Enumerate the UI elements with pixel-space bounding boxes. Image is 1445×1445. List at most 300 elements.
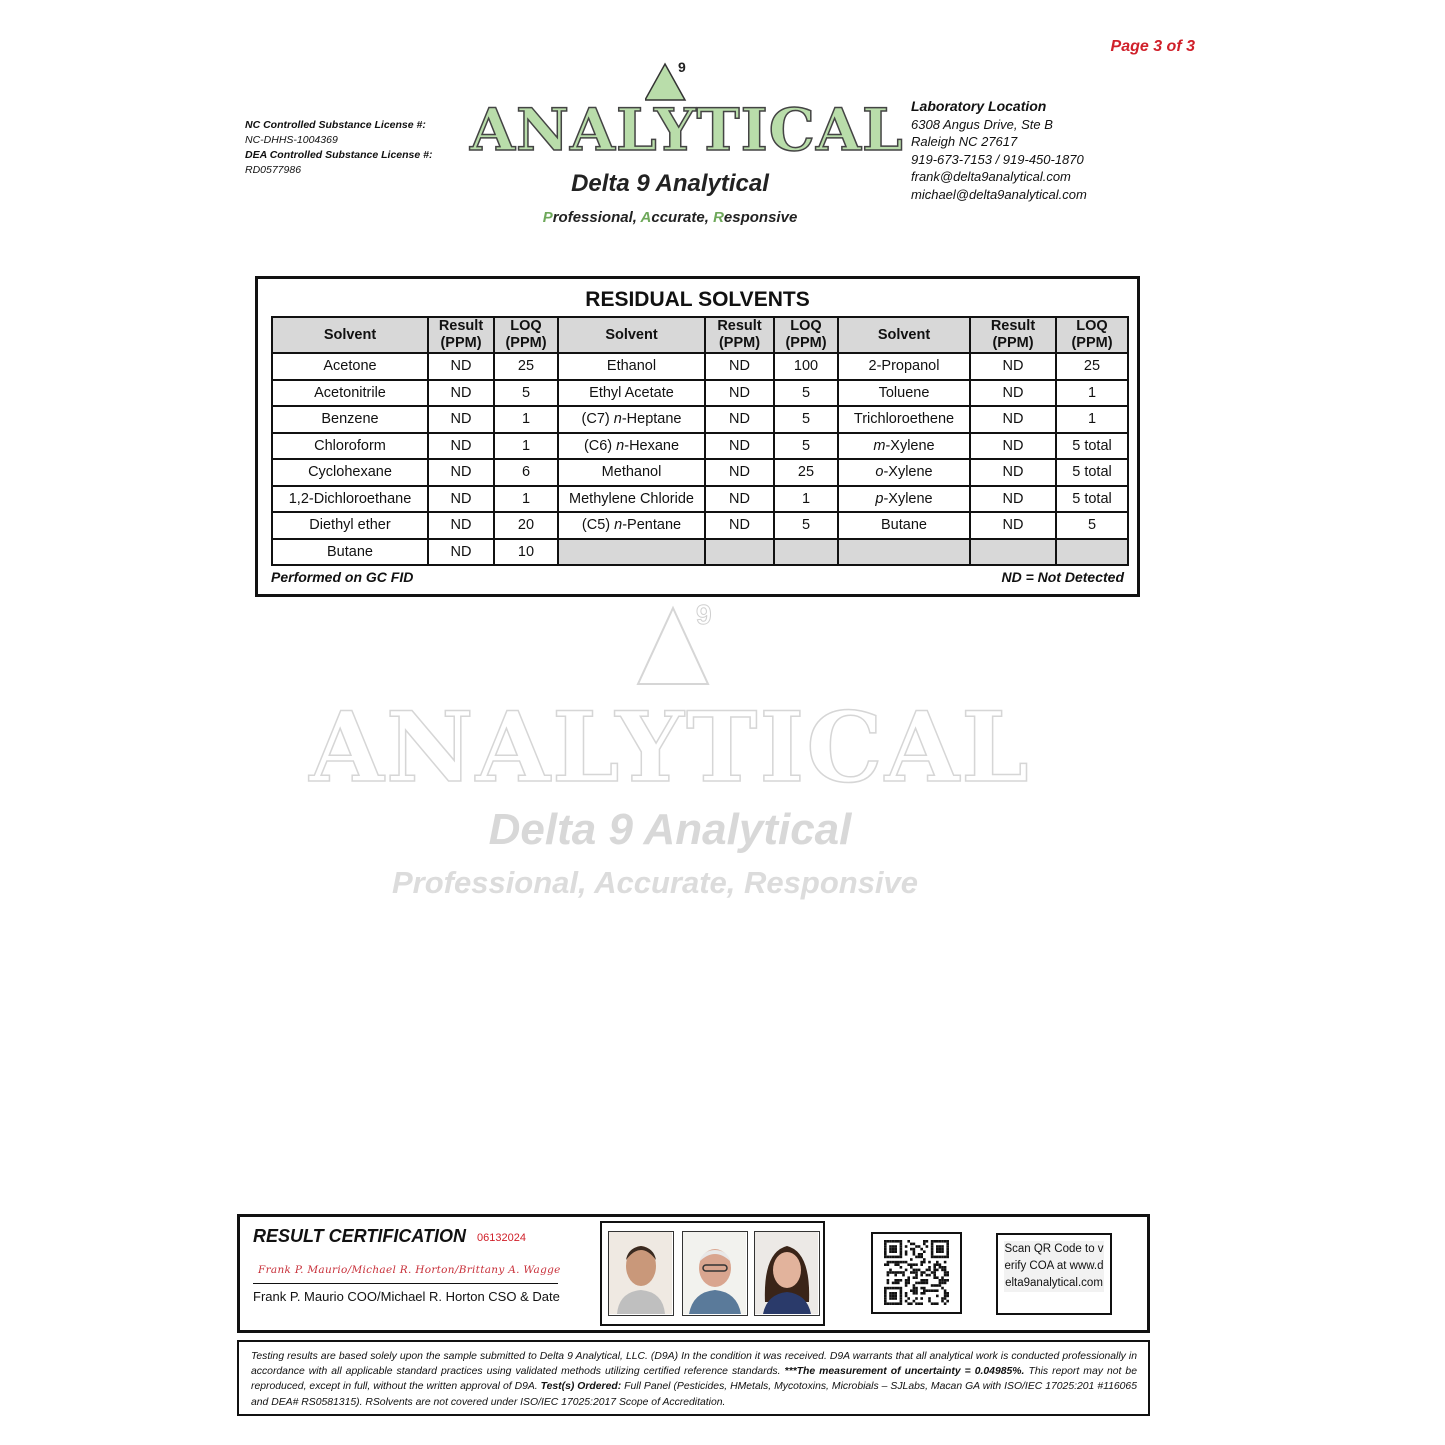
qr-module bbox=[944, 1297, 947, 1300]
qr-module bbox=[941, 1250, 944, 1253]
qr-module bbox=[913, 1289, 916, 1292]
header-loq-unit: (PPM) bbox=[785, 335, 827, 351]
qr-module bbox=[905, 1245, 908, 1248]
qr-module bbox=[936, 1245, 939, 1248]
qr-module bbox=[889, 1292, 892, 1295]
header-solvent: Solvent bbox=[838, 317, 970, 353]
qr-module bbox=[894, 1274, 897, 1277]
qr-module bbox=[944, 1282, 947, 1285]
qr-module bbox=[933, 1274, 936, 1277]
qr-module bbox=[926, 1289, 929, 1292]
qr-module bbox=[900, 1250, 903, 1253]
qr-module bbox=[933, 1271, 936, 1274]
staff-photos bbox=[600, 1221, 825, 1326]
qr-module bbox=[920, 1256, 923, 1259]
result-cell: ND bbox=[428, 353, 494, 380]
watermark-tagline bbox=[350, 865, 960, 901]
qr-module bbox=[946, 1256, 949, 1259]
solvent-name-cell bbox=[838, 433, 970, 460]
signatory-names: Frank P. Maurio COO/Michael R. Horton CSO & Date bbox=[253, 1289, 560, 1304]
qr-module bbox=[939, 1245, 942, 1248]
qr-module bbox=[944, 1240, 947, 1243]
qr-module bbox=[907, 1263, 910, 1266]
qr-module bbox=[946, 1245, 949, 1248]
qr-module bbox=[920, 1302, 923, 1305]
license-info bbox=[245, 118, 432, 178]
header-result-unit: (PPM) bbox=[440, 335, 482, 351]
qr-module bbox=[889, 1302, 892, 1305]
tag-word-3: esponsive bbox=[723, 209, 798, 226]
qr-module bbox=[889, 1297, 892, 1300]
wm-tag-letter-p: P bbox=[391, 865, 413, 900]
qr-module bbox=[884, 1240, 887, 1243]
table-row bbox=[272, 486, 1128, 513]
qr-module bbox=[894, 1245, 897, 1248]
qr-module bbox=[920, 1263, 923, 1266]
qr-module bbox=[933, 1263, 936, 1266]
solvent-name-cell bbox=[558, 406, 705, 433]
qr-module bbox=[933, 1284, 936, 1287]
qr-module bbox=[884, 1256, 887, 1259]
person-icon bbox=[755, 1232, 818, 1314]
qr-module bbox=[887, 1240, 890, 1243]
solvent-name-cell bbox=[838, 512, 970, 539]
solvent-name-cell bbox=[272, 459, 428, 486]
qr-module bbox=[923, 1292, 926, 1295]
qr-module bbox=[884, 1300, 887, 1303]
qr-module bbox=[889, 1240, 892, 1243]
solvent-name: Benzene bbox=[321, 411, 379, 428]
qr-module bbox=[913, 1292, 916, 1295]
empty-cell bbox=[705, 539, 774, 566]
dea-license-label: DEA Controlled Substance License #: bbox=[245, 149, 433, 161]
qr-module bbox=[897, 1240, 900, 1243]
qr-module bbox=[946, 1271, 949, 1274]
qr-module bbox=[915, 1263, 918, 1266]
solvent-name: 1,2-Dichloroethane bbox=[288, 490, 412, 507]
qr-module bbox=[923, 1250, 926, 1253]
qr-module bbox=[920, 1253, 923, 1256]
person-icon bbox=[683, 1232, 746, 1314]
result-cell: ND bbox=[970, 512, 1056, 539]
qr-module bbox=[910, 1302, 913, 1305]
qr-module bbox=[946, 1240, 949, 1243]
empty-cell bbox=[558, 539, 705, 566]
solvent-name-cell bbox=[838, 486, 970, 513]
solvent-prefix: m bbox=[873, 437, 886, 454]
qr-module bbox=[944, 1295, 947, 1298]
qr-module bbox=[941, 1287, 944, 1290]
disclaimer-text bbox=[251, 1349, 1137, 1410]
qr-module bbox=[897, 1279, 900, 1282]
qr-module bbox=[941, 1256, 944, 1259]
loq-cell: 1 bbox=[494, 433, 558, 460]
empty-cell bbox=[838, 539, 970, 566]
qr-module bbox=[894, 1248, 897, 1251]
wm-tag-letter-r: R bbox=[744, 865, 767, 900]
solvent-name: Methylene Chloride bbox=[569, 490, 694, 507]
qr-caption: Scan QR Code to verify COA at www.delta9analytical.com bbox=[1004, 1241, 1104, 1292]
qr-module bbox=[910, 1243, 913, 1246]
qr-module bbox=[913, 1287, 916, 1290]
qr-module bbox=[913, 1250, 916, 1253]
qr-module bbox=[926, 1279, 929, 1282]
qr-module bbox=[910, 1289, 913, 1292]
qr-module bbox=[894, 1279, 897, 1282]
qr-module bbox=[900, 1297, 903, 1300]
qr-module bbox=[944, 1261, 947, 1264]
qr-module bbox=[944, 1289, 947, 1292]
uncertainty-note: ***The measurement of uncertainty = 0.04985%. bbox=[784, 1366, 1025, 1378]
result-cell: ND bbox=[705, 380, 774, 407]
qr-module bbox=[933, 1276, 936, 1279]
qr-module bbox=[900, 1295, 903, 1298]
qr-module bbox=[946, 1279, 949, 1282]
qr-module bbox=[939, 1248, 942, 1251]
qr-module bbox=[889, 1269, 892, 1272]
qr-module bbox=[897, 1271, 900, 1274]
loq-cell: 1 bbox=[1056, 406, 1128, 433]
qr-module bbox=[946, 1292, 949, 1295]
result-cell: ND bbox=[428, 512, 494, 539]
qr-module bbox=[931, 1256, 934, 1259]
solvent-name-cell bbox=[558, 459, 705, 486]
qr-module bbox=[900, 1253, 903, 1256]
qr-module bbox=[892, 1287, 895, 1290]
qr-module bbox=[920, 1287, 923, 1290]
solvent-name-cell bbox=[558, 433, 705, 460]
tests-ordered-label: Test(s) Ordered: bbox=[540, 1381, 622, 1393]
header-loq-unit: (PPM) bbox=[505, 335, 547, 351]
qr-module bbox=[920, 1292, 923, 1295]
qr-module bbox=[915, 1302, 918, 1305]
qr-module bbox=[931, 1253, 934, 1256]
qr-module bbox=[918, 1253, 921, 1256]
qr-module bbox=[918, 1269, 921, 1272]
qr-module bbox=[946, 1295, 949, 1298]
result-cell: ND bbox=[428, 486, 494, 513]
qr-module bbox=[913, 1248, 916, 1251]
qr-module bbox=[920, 1271, 923, 1274]
qr-module bbox=[928, 1289, 931, 1292]
qr-module bbox=[939, 1266, 942, 1269]
table-row bbox=[272, 380, 1128, 407]
qr-module bbox=[941, 1240, 944, 1243]
qr-module bbox=[894, 1282, 897, 1285]
tag-letter-p: P bbox=[542, 209, 553, 226]
nc-license-label: NC Controlled Substance License #: bbox=[245, 119, 426, 131]
solvent-prefix: n bbox=[616, 437, 625, 454]
qr-module bbox=[910, 1263, 913, 1266]
staff-photo-1 bbox=[608, 1231, 674, 1316]
qr-module bbox=[944, 1302, 947, 1305]
header-result bbox=[705, 317, 774, 353]
qr-module bbox=[928, 1261, 931, 1264]
qr-module bbox=[905, 1295, 908, 1298]
qr-module bbox=[894, 1263, 897, 1266]
solvent-name: (C5) bbox=[581, 517, 615, 534]
qr-module bbox=[931, 1289, 934, 1292]
disclaimer-part-3: Full Panel (Pesticides, HMetals, Mycotoxins, Microbials – SJLabs, Macan GA with ISO/IEC 17025:201 #116065 and DEA# RS0581315). RSolvents are not covered under ISO/IEC 17025:2017 Scope of Accreditation. bbox=[251, 1381, 1137, 1408]
qr-module bbox=[884, 1302, 887, 1305]
qr-module bbox=[897, 1263, 900, 1266]
nd-legend: ND = Not Detected bbox=[1001, 569, 1124, 585]
qr-module bbox=[892, 1250, 895, 1253]
solvent-name: (C7) bbox=[581, 411, 614, 428]
solvent-prefix: p bbox=[875, 490, 884, 507]
qr-module bbox=[897, 1282, 900, 1285]
lab-address-1: 6308 Angus Drive, Ste B bbox=[911, 116, 1053, 132]
qr-module bbox=[913, 1263, 916, 1266]
qr-module bbox=[892, 1256, 895, 1259]
lab-heading: Laboratory Location bbox=[911, 98, 1047, 114]
header-solvent: Solvent bbox=[272, 317, 428, 353]
certification-title: RESULT CERTIFICATION bbox=[253, 1226, 466, 1246]
qr-module bbox=[889, 1261, 892, 1264]
qr-module bbox=[928, 1300, 931, 1303]
qr-module bbox=[928, 1297, 931, 1300]
qr-module bbox=[923, 1282, 926, 1285]
solvent-name-cell bbox=[272, 539, 428, 566]
dea-license-value: RD0577986 bbox=[245, 164, 302, 176]
qr-module bbox=[936, 1261, 939, 1264]
page-number: Page 3 of 3 bbox=[1110, 38, 1195, 55]
qr-module bbox=[892, 1295, 895, 1298]
staff-photo-2 bbox=[682, 1231, 748, 1316]
qr-code[interactable] bbox=[871, 1232, 962, 1314]
qr-module bbox=[887, 1282, 890, 1285]
qr-module bbox=[944, 1256, 947, 1259]
qr-module bbox=[936, 1295, 939, 1298]
result-cell: ND bbox=[705, 486, 774, 513]
qr-module bbox=[944, 1279, 947, 1282]
disclaimer-part-2: This report may not be reproduced, except in full, without the written approval of D9A. bbox=[251, 1366, 1137, 1393]
qr-module bbox=[900, 1292, 903, 1295]
solvent-name: Diethyl ether bbox=[309, 517, 391, 534]
result-cell: ND bbox=[970, 406, 1056, 433]
qr-module bbox=[939, 1256, 942, 1259]
qr-module bbox=[928, 1269, 931, 1272]
qr-module bbox=[923, 1289, 926, 1292]
qr-module bbox=[936, 1248, 939, 1251]
qr-module bbox=[939, 1282, 942, 1285]
disclaimer-part-1: Testing results are based solely upon the sample submitted to Delta 9 Analytical, LLC. (D9A) In the condition it was received. D9A warrants that all analytical work is conducted professionally in accordance with all applicable standard practices using validated methods utilizing certified reference standards. bbox=[251, 1351, 1137, 1378]
result-cell: ND bbox=[428, 380, 494, 407]
header-loq bbox=[1056, 317, 1128, 353]
loq-cell: 1 bbox=[1056, 380, 1128, 407]
loq-cell: 5 bbox=[494, 380, 558, 407]
qr-module bbox=[931, 1302, 934, 1305]
qr-module bbox=[920, 1279, 923, 1282]
solvent-name-suffix: -Xylene bbox=[883, 464, 933, 481]
loq-cell: 5 total bbox=[1056, 459, 1128, 486]
qr-module bbox=[915, 1287, 918, 1290]
loq-cell: 6 bbox=[494, 459, 558, 486]
qr-module bbox=[926, 1282, 929, 1285]
watermark-superscript: 9 bbox=[696, 600, 712, 630]
qr-module bbox=[900, 1302, 903, 1305]
solvent-name: Acetone bbox=[323, 358, 377, 375]
nc-license-value: NC-DHHS-1004369 bbox=[245, 134, 338, 146]
qr-module bbox=[913, 1271, 916, 1274]
qr-module bbox=[894, 1302, 897, 1305]
table-body bbox=[272, 353, 1128, 565]
watermark-triangle-icon bbox=[630, 600, 720, 690]
solvent-name-cell bbox=[838, 459, 970, 486]
qr-module bbox=[946, 1274, 949, 1277]
qr-module bbox=[907, 1282, 910, 1285]
qr-module bbox=[884, 1250, 887, 1253]
qr-module bbox=[944, 1274, 947, 1277]
solvent-name: Acetonitrile bbox=[314, 384, 386, 401]
result-cell: ND bbox=[970, 486, 1056, 513]
loq-cell: 1 bbox=[774, 486, 838, 513]
qr-module bbox=[887, 1256, 890, 1259]
qr-module bbox=[894, 1261, 897, 1264]
qr-module bbox=[915, 1274, 918, 1277]
lab-email-2: michael@delta9analytical.com bbox=[911, 186, 1087, 202]
solvent-name-cell bbox=[272, 486, 428, 513]
qr-module bbox=[918, 1282, 921, 1285]
loq-cell: 10 bbox=[494, 539, 558, 566]
qr-module bbox=[887, 1302, 890, 1305]
qr-module bbox=[920, 1282, 923, 1285]
qr-module bbox=[920, 1297, 923, 1300]
qr-module bbox=[933, 1269, 936, 1272]
qr-module bbox=[944, 1271, 947, 1274]
qr-module bbox=[944, 1292, 947, 1295]
qr-module bbox=[923, 1287, 926, 1290]
qr-module bbox=[905, 1284, 908, 1287]
solvent-name-suffix: -Hexane bbox=[624, 437, 680, 454]
qr-module bbox=[931, 1243, 934, 1246]
loq-cell: 5 bbox=[774, 406, 838, 433]
qr-module bbox=[894, 1271, 897, 1274]
qr-module bbox=[915, 1297, 918, 1300]
qr-module bbox=[889, 1250, 892, 1253]
solvent-name-cell bbox=[558, 380, 705, 407]
qr-module bbox=[933, 1256, 936, 1259]
qr-module bbox=[892, 1248, 895, 1251]
qr-module bbox=[913, 1253, 916, 1256]
logo-wordmark: ANALYTICAL bbox=[470, 96, 904, 164]
qr-module bbox=[902, 1261, 905, 1264]
tag-word-1: rofessional, bbox=[552, 209, 641, 226]
qr-module bbox=[887, 1279, 890, 1282]
qr-module bbox=[941, 1276, 944, 1279]
lab-phone: 919-673-7153 / 919-450-1870 bbox=[911, 151, 1084, 167]
result-cell: ND bbox=[705, 406, 774, 433]
qr-module bbox=[894, 1297, 897, 1300]
method-note: Performed on GC FID bbox=[271, 569, 414, 585]
solvent-name-cell bbox=[558, 486, 705, 513]
qr-module bbox=[892, 1292, 895, 1295]
result-cell: ND bbox=[970, 353, 1056, 380]
qr-module bbox=[915, 1282, 918, 1285]
table-row bbox=[272, 459, 1128, 486]
qr-module bbox=[933, 1266, 936, 1269]
qr-module bbox=[897, 1256, 900, 1259]
qr-module bbox=[946, 1253, 949, 1256]
solvent-prefix: o bbox=[875, 464, 884, 481]
residual-solvents-title: RESIDUAL SOLVENTS bbox=[585, 288, 810, 311]
qr-module bbox=[900, 1271, 903, 1274]
qr-module bbox=[941, 1279, 944, 1282]
signature: Frank P. Maurio/Michael R. Horton/Brittany A. Wagge bbox=[258, 1264, 561, 1276]
qr-module bbox=[910, 1266, 913, 1269]
qr-module bbox=[907, 1240, 910, 1243]
signature-line bbox=[253, 1283, 558, 1284]
qr-module bbox=[905, 1292, 908, 1295]
result-cell: ND bbox=[705, 353, 774, 380]
solvent-name-cell bbox=[838, 406, 970, 433]
watermark-wordmark: ANALYTICAL bbox=[309, 691, 1031, 804]
qr-module bbox=[913, 1300, 916, 1303]
qr-module bbox=[915, 1276, 918, 1279]
qr-module bbox=[892, 1297, 895, 1300]
qr-module bbox=[900, 1245, 903, 1248]
table-header-row bbox=[272, 317, 1128, 353]
header-result-label: Result bbox=[438, 318, 484, 334]
qr-module bbox=[887, 1271, 890, 1274]
loq-cell: 5 bbox=[774, 512, 838, 539]
qr-module bbox=[928, 1266, 931, 1269]
qr-module bbox=[894, 1240, 897, 1243]
qr-module bbox=[923, 1261, 926, 1264]
qr-module bbox=[915, 1256, 918, 1259]
solvent-name-cell bbox=[272, 380, 428, 407]
person-icon bbox=[609, 1232, 672, 1314]
qr-module bbox=[923, 1279, 926, 1282]
table-row bbox=[272, 353, 1128, 380]
qr-module bbox=[892, 1245, 895, 1248]
qr-module bbox=[900, 1266, 903, 1269]
qr-module bbox=[884, 1243, 887, 1246]
residual-solvents-table bbox=[271, 316, 1129, 566]
qr-module bbox=[931, 1284, 934, 1287]
qr-module bbox=[900, 1248, 903, 1251]
qr-module bbox=[946, 1300, 949, 1303]
qr-module bbox=[931, 1250, 934, 1253]
qr-module bbox=[941, 1266, 944, 1269]
qr-module bbox=[920, 1274, 923, 1277]
solvent-name: Ethyl Acetate bbox=[589, 384, 674, 401]
qr-module bbox=[923, 1258, 926, 1261]
solvent-name-cell bbox=[838, 353, 970, 380]
solvent-name-cell bbox=[272, 353, 428, 380]
qr-module bbox=[907, 1279, 910, 1282]
header-loq bbox=[494, 317, 558, 353]
qr-module bbox=[889, 1271, 892, 1274]
qr-module bbox=[931, 1240, 934, 1243]
qr-module bbox=[887, 1261, 890, 1264]
lab-email-1: frank@delta9analytical.com bbox=[911, 169, 1071, 185]
qr-module bbox=[920, 1248, 923, 1251]
qr-module bbox=[936, 1256, 939, 1259]
lab-address-2: Raleigh NC 27617 bbox=[911, 134, 1018, 150]
solvent-name: (C6) bbox=[583, 437, 617, 454]
qr-module bbox=[900, 1256, 903, 1259]
result-cell: ND bbox=[428, 433, 494, 460]
wm-tag-word-2: ccurate, bbox=[616, 865, 745, 900]
loq-cell: 1 bbox=[494, 486, 558, 513]
qr-module bbox=[944, 1269, 947, 1272]
qr-module bbox=[905, 1300, 908, 1303]
qr-module bbox=[941, 1297, 944, 1300]
qr-module bbox=[939, 1279, 942, 1282]
header-loq bbox=[774, 317, 838, 353]
qr-module bbox=[936, 1269, 939, 1272]
